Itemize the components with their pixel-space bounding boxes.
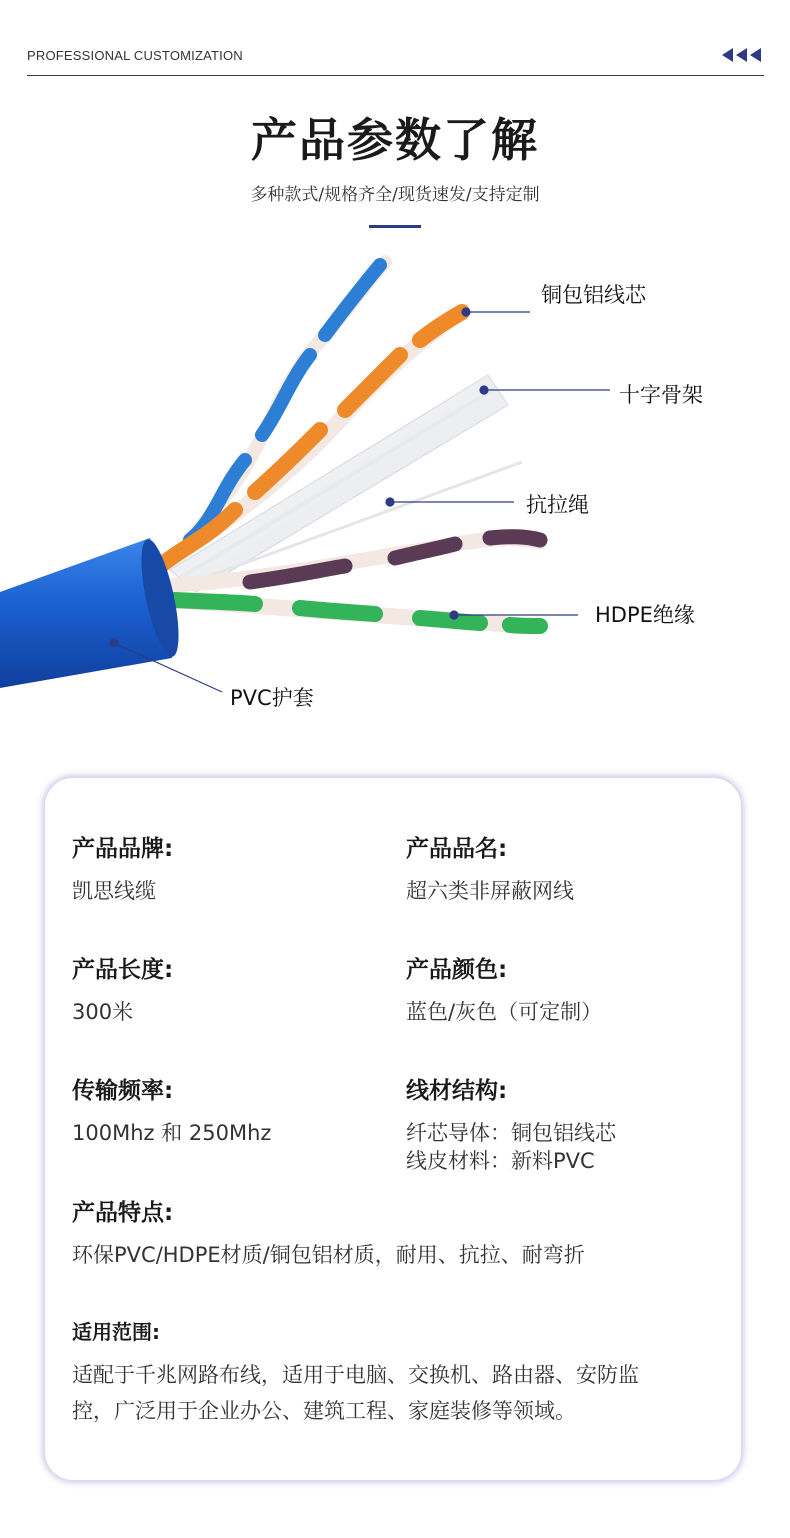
features-field <box>72 1194 585 1269</box>
scope-field <box>72 1316 672 1429</box>
green-wire-pair <box>165 600 540 626</box>
brand-label: 产品品牌: <box>72 836 174 862</box>
frequency-field <box>72 1072 271 1147</box>
structure-field <box>406 1072 616 1175</box>
features-label: 产品特点: <box>72 1200 174 1226</box>
pvc-jacket <box>0 536 186 688</box>
structure-conductor-value: 纤芯导体：铜包铝线芯 <box>406 1121 616 1145</box>
frequency-value: 100Mhz 和 250Mhz <box>72 1121 272 1145</box>
page-title: 产品参数了解 <box>251 113 539 167</box>
callout-rip-cord: 抗拉绳 <box>526 493 589 517</box>
callout-cross-spline: 十字骨架 <box>619 383 703 407</box>
product-name-field <box>406 830 574 905</box>
length-label: 产品长度: <box>72 957 174 983</box>
scope-value: 适配于千兆网路布线，适用于电脑、交换机、路由器、安防监控，广泛用于企业办公、建筑工程、家庭装修等领域。 <box>72 1363 639 1423</box>
scope-label: 适用范围: <box>72 1320 160 1344</box>
brand-field <box>72 830 173 905</box>
structure-label: 线材结构: <box>406 1078 508 1104</box>
color-value: 蓝色/灰色（可定制） <box>406 1000 603 1024</box>
page-subtitle: 多种款式/规格齐全/现货速发/支持定制 <box>250 185 540 205</box>
frequency-label: 传输频率: <box>72 1078 174 1104</box>
length-field <box>72 951 173 1026</box>
triple-left-arrow-icon <box>722 47 764 63</box>
structure-sheath-value: 线皮材料：新料PVC <box>406 1149 595 1173</box>
callout-copper-clad-aluminum-core: 铜包铝线芯 <box>541 283 646 307</box>
features-value: 环保PVC/HDPE材质/铜包铝材质，耐用、抗拉、耐弯折 <box>72 1243 585 1267</box>
spec-card <box>45 778 741 1480</box>
title-accent-line <box>369 225 421 228</box>
product-name-value: 超六类非屏蔽网线 <box>406 879 574 903</box>
brand-value: 凯思线缆 <box>72 879 156 903</box>
callout-hdpe-insulation: HDPE绝缘 <box>595 603 695 627</box>
callout-pvc-jacket: PVC护套 <box>230 686 314 710</box>
top-bar <box>27 46 764 76</box>
color-field <box>406 951 602 1026</box>
cable-structure-diagram <box>0 240 790 720</box>
product-name-label: 产品品名: <box>406 836 508 862</box>
length-value: 300米 <box>72 1000 134 1024</box>
cable-illustration <box>0 240 790 720</box>
professional-customization-tag: PROFESSIONAL CUSTOMIZATION <box>27 48 243 63</box>
color-label: 产品颜色: <box>406 957 508 983</box>
